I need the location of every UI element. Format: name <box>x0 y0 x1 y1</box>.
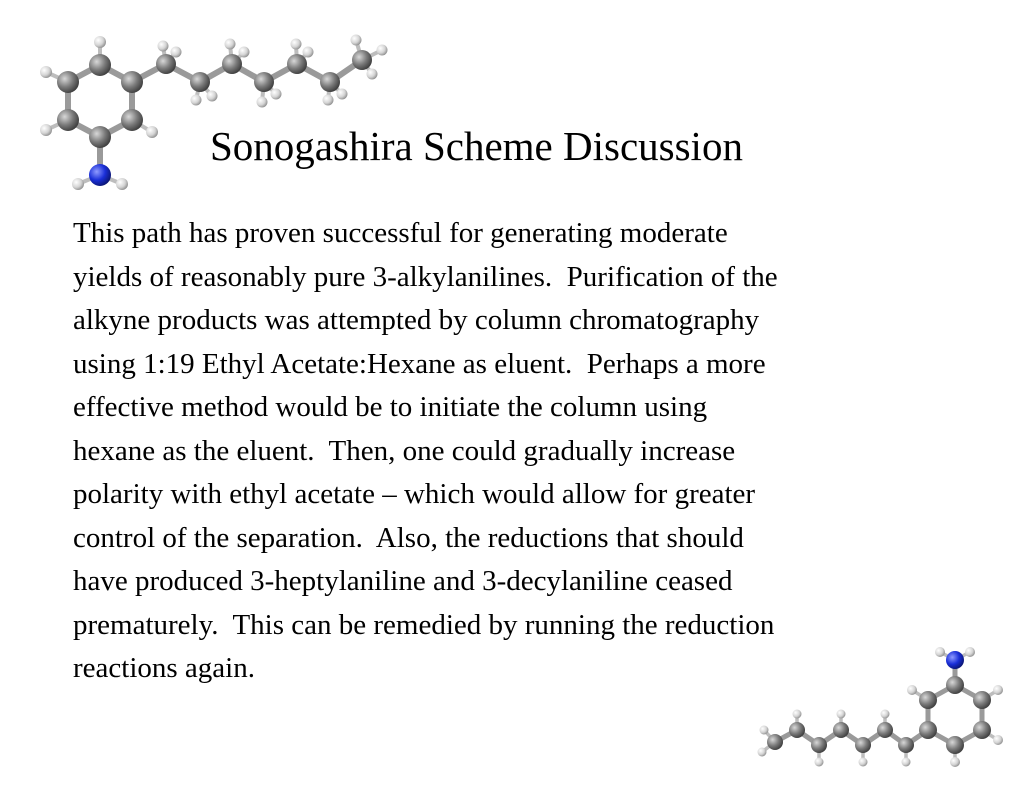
body-line: effective method would be to initiate the column using <box>73 391 708 423</box>
body-line: have produced 3-heptylaniline and 3-decylaniline ceased <box>73 565 733 597</box>
body-line: control of the separation. Also, the reductions that should <box>73 521 744 554</box>
body-line: prematurely. This can be remedied by running the reduction <box>73 608 775 641</box>
slide-body <box>73 212 973 691</box>
slide-title: Sonogashira Scheme Discussion <box>210 123 743 169</box>
body-line: polarity with ethyl acetate – which would allow for greater <box>73 478 756 510</box>
body-line: hexane as the eluent. Then, one could gradually increase <box>73 434 736 467</box>
body-line: reactions again. <box>73 652 255 684</box>
body-line: yields of reasonably pure 3-alkylanilines. Purification of the <box>73 260 778 293</box>
molecule-3-alkylaniline-icon <box>0 0 400 200</box>
body-line: This path has proven successful for generating moderate <box>73 217 728 249</box>
body-line: using 1:19 Ethyl Acetate:Hexane as eluent. Perhaps a more <box>73 347 766 380</box>
body-line: alkyne products was attempted by column chromatography <box>73 304 760 336</box>
